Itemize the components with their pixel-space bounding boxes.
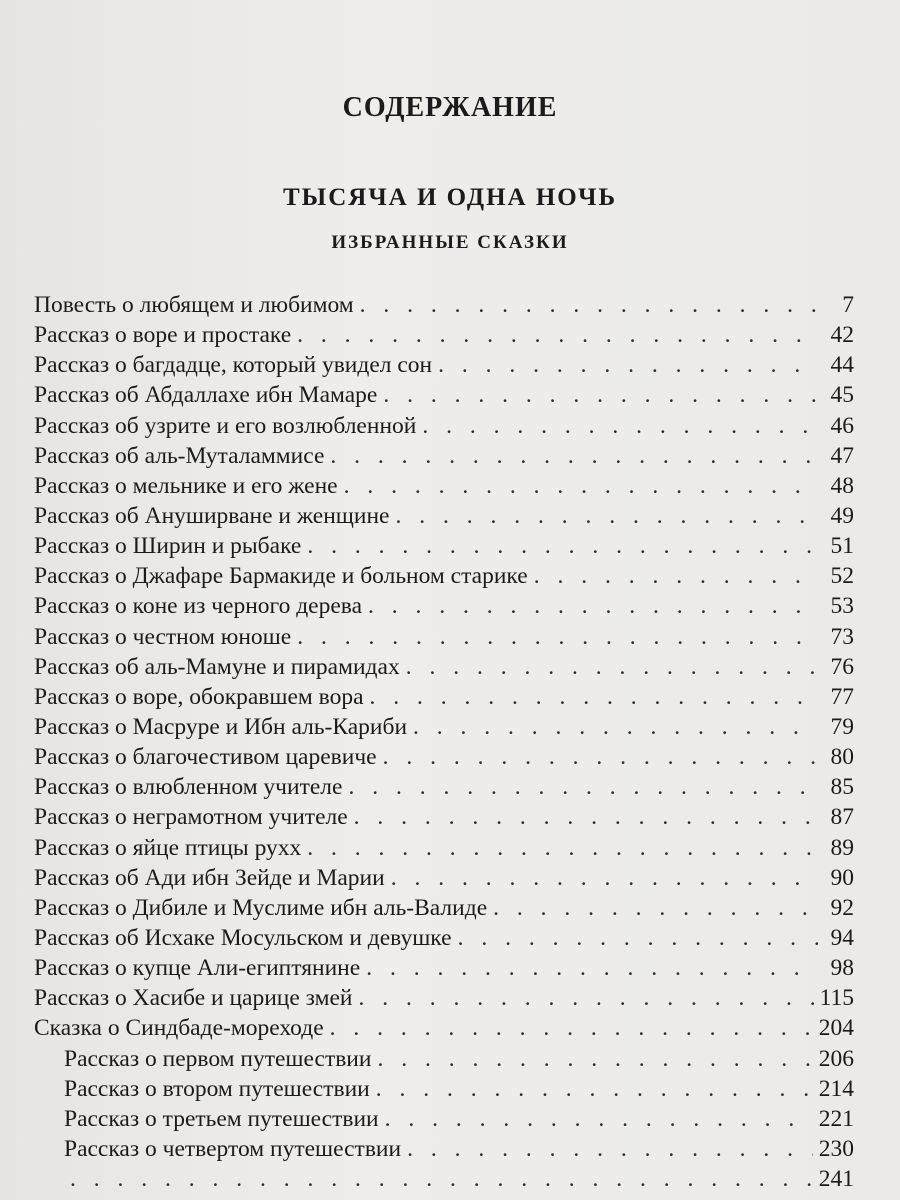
toc-leader-dots [307,833,818,863]
toc-entry-title: Рассказ о третьем путешествии [64,1105,379,1132]
toc-entry [34,1104,854,1134]
toc-entry-title: Рассказ о Ширин и рыбаке [34,533,302,560]
toc-entry-title: Повесть о любящем и любимом [34,292,354,318]
toc-entry-title: Рассказ о первом путешествии [64,1045,372,1072]
toc-entry [34,501,854,531]
toc-entry-page: 46 [830,412,854,439]
toc-leader-dots [534,561,818,591]
toc-entry-title: Рассказ о благочестивом царевиче [34,744,377,771]
book-title: ТЫСЯЧА И ОДНА НОЧЬ [283,184,617,211]
toc-leader-dots [385,1104,813,1134]
toc-leader-dots [406,652,818,682]
toc-leader-dots [438,350,818,380]
toc-entry-page: 53 [830,593,854,620]
toc-entry-page: 47 [830,442,854,469]
toc-entry-title: Рассказ о неграмотном учителе [34,804,348,831]
toc-leader-dots [330,441,818,471]
toc-entry-page: 214 [818,1075,854,1102]
toc-leader-dots [383,380,818,410]
toc-entry-page: 49 [830,502,854,529]
section-subtitle: ИЗБРАННЫЕ СКАЗКИ [331,232,569,253]
toc-entry-title: Рассказ о коне из черного дерева [34,593,363,620]
toc-entry-page: 52 [830,563,854,590]
toc-entry-page: 80 [830,744,854,771]
toc-entry-title: Рассказ о Масруре и Ибн аль-Кариби [34,713,408,740]
toc-entry-page: 98 [830,955,854,982]
toc-entry [34,320,854,350]
toc-entry [34,531,854,561]
contents-heading: СОДЕРЖАНИЕ [342,92,558,123]
toc-entry [34,652,854,682]
toc-entry [34,863,854,893]
toc-entry [34,1164,854,1194]
toc-entry-title: Рассказ о мельнике и его жене [34,472,338,499]
toc-entry [34,802,854,832]
toc-entry-title: Рассказ об Абдаллахе ибн Мамаре [34,382,378,409]
toc-entry-title: Рассказ о честном юноше [34,623,292,650]
toc-entry-page: 85 [830,774,854,801]
toc-entry-page: 206 [818,1045,854,1072]
toc-entry [34,622,854,652]
toc-entry-page: 76 [830,653,854,680]
toc-entry-page: 89 [830,834,854,861]
toc-entry-page: 7 [842,292,854,318]
toc-entry [34,772,854,802]
toc-entry [34,833,854,863]
toc-entry-title: Рассказ о Дибиле и Муслиме ибн аль-Валиде [34,894,488,921]
toc-leader-dots [413,712,818,742]
toc-leader-dots [377,1044,812,1074]
toc-leader-dots [370,682,818,712]
toc-entry [34,441,854,471]
toc-entry-title: Рассказ об Исхаке Мосульском и девушке [34,924,452,951]
toc-entry-page: 73 [830,623,854,650]
toc-entry [34,1074,854,1104]
toc-leader-dots [297,320,818,350]
toc-entry [34,953,854,983]
toc-entry [34,411,854,441]
toc-entry [34,471,854,501]
toc-entry-page: 241 [818,1166,854,1193]
toc-entry-page: 48 [830,472,854,499]
toc-entry-page: 115 [819,985,854,1012]
toc-entry-title: Рассказ о багдадце, который увидел сон [34,352,433,379]
toc-leader-dots [348,772,818,802]
toc-entry-title: Рассказ об аль-Мамуне и пирамидах [34,653,400,680]
toc-leader-dots [376,1074,813,1104]
toc-leader-dots [493,893,818,923]
toc-leader-dots [359,983,814,1013]
toc-leader-dots [391,863,818,893]
toc-entry-page: 221 [818,1105,854,1132]
toc-entry [34,591,854,621]
toc-leader-dots [407,1134,813,1164]
toc-entry [34,742,854,772]
toc-entry [34,682,854,712]
toc-leader-dots [395,501,818,531]
toc-entry-page: 94 [830,924,854,951]
toc-entry [34,290,854,320]
toc-entry-title: Рассказ об Ануширване и женщине [34,502,390,529]
toc-entry-page: 204 [818,1015,854,1042]
toc-leader-dots [344,471,818,501]
toc-entry-page: 51 [830,533,854,560]
toc-entry-title: Рассказ о купце Али-египтянине [34,955,361,982]
toc-entry-page: 90 [830,864,854,891]
toc-entry-title: Рассказ об Ади ибн Зейде и Марии [34,864,385,891]
toc-entry-page: 44 [830,352,854,379]
toc-entry [34,561,854,591]
toc-entry-title: Рассказ о воре, обокравшем вора [34,683,364,710]
toc-leader-dots [422,411,818,441]
toc-entry-page: 79 [830,713,854,740]
toc-leader-dots [297,622,818,652]
toc-entry-title: Рассказ о влюбленном учителе [34,774,343,801]
toc-entry-title: Сказка о Синдбаде-мореходе [34,1015,324,1042]
toc-leader-dots [458,923,818,953]
toc-leader-dots [366,953,818,983]
toc-entry-title: Рассказ о воре и простаке [34,322,292,349]
table-of-contents [34,290,854,1194]
toc-leader-dots [368,591,818,621]
toc-entry [34,893,854,923]
toc-entry-title: Рассказ о Джафаре Бармакиде и больном старике [34,563,528,590]
toc-entry-page: 230 [818,1135,854,1162]
toc-entry [34,923,854,953]
toc-entry-title: Рассказ о яйце птицы рухх [34,834,302,861]
toc-entry-page: 42 [830,322,854,349]
toc-leader-dots [70,1164,813,1194]
toc-entry [34,1044,854,1074]
toc-leader-dots [307,531,818,561]
toc-entry-title: Рассказ об аль-Муталаммисе [34,442,325,469]
toc-leader-dots [360,290,818,320]
toc-entry-title: Рассказ об узрите и его возлюбленной [34,412,417,439]
toc-entry [34,380,854,410]
toc-leader-dots [354,802,818,832]
toc-entry [34,350,854,380]
toc-entry-page: 87 [830,804,854,831]
toc-entry-page: 77 [830,683,854,710]
toc-entry-title: Рассказ о Хасибе и царице змей [34,985,353,1012]
toc-entry-title: Рассказ о четвертом путешествии [64,1135,402,1162]
toc-entry-page: 92 [830,894,854,921]
toc-entry [34,983,854,1013]
toc-entry [34,1013,854,1043]
toc-entry [34,712,854,742]
toc-entry-title: Рассказ о втором путешествии [64,1075,370,1102]
toc-leader-dots [383,742,818,772]
toc-entry [34,1134,854,1164]
toc-entry-page: 45 [830,382,854,409]
toc-leader-dots [330,1013,813,1043]
